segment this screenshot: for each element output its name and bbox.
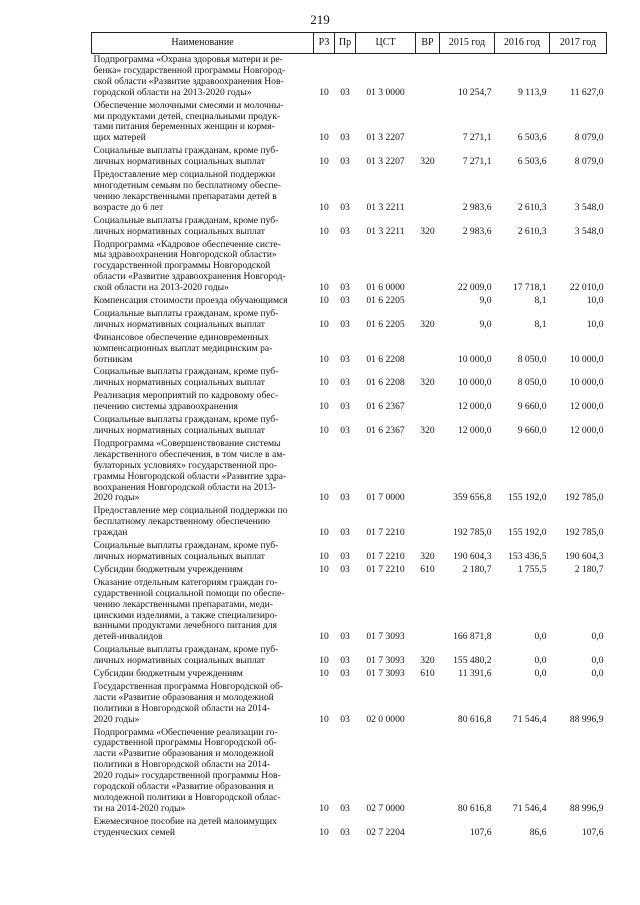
header-name: Наименование [92, 33, 314, 54]
cell-name-line: компенсационных выплат медицинским ра- [93, 342, 273, 354]
cell-name-line: возрасте до 6 лет [93, 201, 164, 213]
cell-name-line: области «Развитие здравоохранения Новгород- [93, 271, 286, 283]
cell-pr: 03 [340, 132, 350, 144]
cell-2015: 12 000,0 [457, 425, 492, 436]
cell-vr [416, 169, 440, 215]
cell-vr: 320 [420, 225, 435, 237]
cell-vr [416, 681, 440, 727]
cell-2015: 190 604,3 [453, 550, 492, 562]
cell-name [92, 414, 314, 438]
cell-name-line: Компенсация стоимости проезда обучающимся [93, 295, 288, 307]
cell-2017: 10 000,0 [569, 377, 604, 389]
cell-vr: 320 [420, 550, 435, 562]
cell-name-line: Социальные выплаты гражданам, кроме пуб- [93, 540, 279, 552]
cell-name [92, 169, 314, 215]
cell-name [92, 239, 314, 296]
cell-2017: 2 180,7 [574, 563, 604, 575]
cell-cst: 01 6 2367 [366, 425, 405, 436]
cell-name-line: Обеспечение молочными смесями и молочны- [93, 99, 284, 111]
cell-rz: 10 [319, 425, 329, 436]
cell-2017: 190 604,3 [565, 550, 604, 562]
cell-rz: 10 [319, 295, 329, 307]
cell-name-line: ласти «Развитие образования и молодежной [93, 691, 274, 703]
cell-name [92, 308, 314, 332]
table-row [92, 564, 607, 577]
cell-2016: 153 436,5 [508, 550, 547, 562]
cell-2015: 10 000,0 [457, 377, 492, 389]
cell-name-line: Ежемесячное пособие на детей малоимущих [93, 815, 277, 827]
cell-name-line: булаторных условиях» государственной про- [93, 459, 278, 471]
cell-2016: 8,1 [534, 318, 547, 330]
cell-vr [416, 577, 440, 644]
cell-2016: 8 050,0 [517, 353, 547, 365]
cell-2016: 1 755,5 [517, 563, 547, 575]
cell-vr [416, 239, 440, 296]
cell-2016: 8 050,0 [517, 377, 547, 389]
cell-vr [416, 390, 440, 414]
cell-2017: 107,6 [581, 826, 604, 838]
cell-vr [416, 438, 440, 505]
cell-rz: 10 [319, 401, 329, 413]
cell-2015: 2 983,6 [462, 201, 492, 213]
cell-2015: 2 983,6 [462, 225, 492, 237]
cell-name-line: бесплатному лекарственному обеспечению [93, 516, 271, 528]
cell-cst: 01 6 2367 [366, 401, 405, 413]
cell-name-line: городской области «Развитие образования и [93, 781, 274, 793]
cell-cst: 02 7 0000 [366, 802, 405, 814]
cell-name-line: государственной программы Новгородской [93, 260, 271, 272]
cell-2015: 359 656,8 [453, 492, 492, 504]
cell-vr: 320 [420, 425, 435, 436]
cell-2016: 9 660,0 [517, 401, 547, 413]
cell-2017: 3 548,0 [574, 201, 604, 213]
cell-2015: 11 391,6 [458, 668, 492, 680]
table-row [92, 727, 607, 816]
cell-pr: 03 [340, 527, 350, 539]
cell-name-line: лекарственного обеспечения, в том числе в ам- [93, 448, 286, 460]
cell-rz: 10 [319, 631, 329, 643]
cell-name-line: ти на 2014-2020 годы» [93, 802, 186, 814]
cell-vr [416, 727, 440, 816]
cell-cst: 01 3 0000 [366, 86, 405, 98]
cell-name-line: студенческих семей [93, 826, 175, 838]
cell-2015: 12 000,0 [457, 401, 492, 413]
cell-vr [416, 816, 440, 840]
cell-name [92, 727, 314, 816]
table-header-row [92, 33, 607, 54]
cell-cst: 01 6 0000 [366, 282, 405, 294]
cell-2017: 192 785,0 [565, 527, 604, 539]
cell-pr: 03 [340, 86, 350, 98]
cell-name-line: Предоставление мер социальной поддержки [93, 169, 276, 181]
cell-pr: 03 [340, 631, 350, 643]
cell-name [92, 668, 314, 681]
cell-2017: 88 996,9 [569, 713, 604, 725]
cell-rz: 10 [319, 713, 329, 725]
header-pr: Пр [335, 33, 356, 54]
cell-name-line: цинскими изделиями, а также специализиро- [93, 609, 278, 621]
cell-name-line: личных нормативных социальных выплат [93, 655, 265, 667]
cell-vr: 320 [420, 156, 435, 168]
cell-2016: 0,0 [534, 655, 547, 667]
cell-rz: 10 [319, 86, 329, 98]
cell-name-line: ской области на 2013-2020 годы» [93, 282, 229, 294]
cell-2016: 71 546,4 [512, 713, 547, 725]
cell-rz: 10 [319, 802, 329, 814]
cell-2017: 11 627,0 [570, 86, 604, 98]
cell-pr: 03 [340, 377, 350, 389]
cell-2017: 12 000,0 [569, 425, 604, 436]
cell-cst: 01 3 2207 [366, 156, 405, 168]
cell-name-line: 2020 годы» [93, 713, 140, 725]
cell-pr: 03 [340, 353, 350, 365]
table-row [92, 366, 607, 390]
cell-rz: 10 [319, 655, 329, 667]
cell-name-line: чению лекарственными препаратами детей в [93, 190, 277, 202]
header-cst: ЦСТ [356, 33, 416, 54]
cell-2015: 10 000,0 [457, 353, 492, 365]
cell-name [92, 564, 314, 577]
cell-2017: 0,0 [591, 631, 604, 643]
cell-pr: 03 [340, 318, 350, 330]
cell-vr: 610 [420, 668, 435, 680]
cell-name [92, 54, 314, 100]
cell-name-line: сударственной программы Новгородской об- [93, 737, 277, 749]
cell-vr: 320 [420, 377, 435, 389]
cell-pr: 03 [340, 492, 350, 504]
cell-vr [416, 54, 440, 100]
cell-name-line: граммы Новгородской области «Развитие здра- [93, 470, 287, 482]
cell-cst: 01 7 2210 [366, 563, 405, 575]
cell-cst: 01 6 2208 [366, 377, 405, 389]
cell-rz: 10 [319, 492, 329, 504]
cell-name-line: личных нормативных социальных выплат [93, 377, 265, 389]
cell-vr: 320 [420, 655, 435, 667]
cell-2015: 7 271,1 [462, 156, 492, 168]
cell-name-line: Социальные выплаты гражданам, кроме пуб- [93, 145, 279, 157]
cell-rz: 10 [319, 826, 329, 838]
cell-name-line: тами питания беременных женщин и кормя- [93, 121, 275, 133]
cell-name-line: многодетным семьям по бесплатному обеспе- [93, 179, 281, 191]
cell-2017: 8 079,0 [574, 156, 604, 168]
cell-cst: 01 3 2211 [366, 225, 405, 237]
header-vr: ВР [416, 33, 440, 54]
cell-name [92, 215, 314, 239]
cell-rz: 10 [319, 668, 329, 680]
table-row [92, 145, 607, 169]
cell-pr: 03 [340, 668, 350, 680]
cell-2015: 7 271,1 [462, 132, 492, 144]
cell-name-line: сударственной социальной помощи по обеспе- [93, 587, 285, 599]
cell-pr: 03 [340, 225, 350, 237]
cell-2017: 10 000,0 [569, 353, 604, 365]
cell-name-line: личных нормативных социальных выплат [93, 550, 265, 562]
cell-name-line: ботникам [93, 353, 133, 365]
cell-name-line: Субсидии бюджетным учреждениям [93, 668, 243, 680]
table-row [92, 414, 607, 438]
cell-name-line: Подпрограмма «Охрана здоровья матери и ре- [93, 54, 283, 65]
cell-2017: 10,0 [586, 318, 604, 330]
cell-name-line: печению системы здравоохранения [93, 401, 238, 413]
cell-rz: 10 [319, 550, 329, 562]
cell-2015: 155 480,2 [453, 655, 492, 667]
table-row [92, 681, 607, 727]
cell-rz: 10 [319, 225, 329, 237]
page-number: 219 [310, 12, 330, 27]
cell-name-line: городской области на 2013-2020 годы» [93, 86, 252, 98]
cell-name-line: Социальные выплаты гражданам, кроме пуб- [93, 414, 279, 426]
cell-pr: 03 [340, 802, 350, 814]
cell-cst: 01 6 2205 [366, 318, 405, 330]
cell-2017: 8 079,0 [574, 132, 604, 144]
cell-rz: 10 [319, 318, 329, 330]
cell-cst: 02 7 2204 [366, 826, 405, 838]
cell-2015: 166 871,8 [453, 631, 492, 643]
cell-2016: 9 660,0 [517, 425, 547, 436]
cell-pr: 03 [340, 563, 350, 575]
cell-rz: 10 [319, 156, 329, 168]
cell-name-line: политики в Новгородской области на 2014- [93, 759, 271, 771]
cell-pr: 03 [340, 713, 350, 725]
cell-2015: 107,6 [469, 826, 492, 838]
cell-2016: 6 503,6 [517, 132, 547, 144]
cell-name [92, 366, 314, 390]
header-2015: 2015 год [440, 33, 495, 54]
table-row [92, 540, 607, 564]
cell-cst: 01 6 2208 [366, 353, 405, 365]
budget-table [91, 32, 607, 840]
header-2016: 2016 год [495, 33, 550, 54]
table-row [92, 332, 607, 367]
cell-name-line: мы здравоохранения Новгородской области» [93, 249, 277, 261]
cell-name-line: Подпрограмма «Совершенствование системы [93, 437, 281, 449]
cell-2016: 17 718,1 [512, 282, 547, 294]
cell-2016: 9 113,9 [518, 86, 547, 98]
cell-name-line: граждан [93, 527, 128, 539]
cell-rz: 10 [319, 353, 329, 365]
cell-name [92, 577, 314, 644]
table-row [92, 100, 607, 146]
cell-2017: 10,0 [586, 295, 604, 307]
cell-name-line: воохранения Новгородской области на 2013- [93, 481, 276, 493]
cell-2017: 0,0 [591, 668, 604, 680]
cell-cst: 01 3 2207 [366, 132, 405, 144]
cell-cst: 01 7 3093 [366, 668, 405, 680]
cell-2016: 71 546,4 [512, 802, 547, 814]
cell-name [92, 100, 314, 146]
cell-name [92, 540, 314, 564]
cell-2016: 155 192,0 [508, 492, 547, 504]
table-row [92, 816, 607, 840]
cell-pr: 03 [340, 550, 350, 562]
header-rz: РЗ [314, 33, 335, 54]
cell-pr: 03 [340, 156, 350, 168]
cell-name [92, 295, 314, 308]
cell-name-line: личных нормативных социальных выплат [93, 425, 265, 436]
cell-2015: 22 009,0 [457, 282, 492, 294]
cell-2016: 2 610,3 [517, 201, 547, 213]
cell-rz: 10 [319, 282, 329, 294]
cell-pr: 03 [340, 401, 350, 413]
cell-cst: 01 3 2211 [366, 201, 405, 213]
cell-name-line: Подпрограмма «Обеспечение реализации го- [93, 726, 278, 738]
cell-2016: 155 192,0 [508, 527, 547, 539]
cell-name [92, 438, 314, 505]
cell-name [92, 332, 314, 367]
cell-2016: 8,1 [534, 295, 547, 307]
cell-cst: 01 7 3093 [366, 655, 405, 667]
cell-name-line: политики в Новгородской области на 2014- [93, 702, 271, 714]
table-row [92, 668, 607, 681]
cell-name-line: Реализация мероприятий по кадровому обес- [93, 390, 279, 402]
cell-vr [416, 295, 440, 308]
cell-cst: 01 7 0000 [366, 492, 405, 504]
cell-2016: 0,0 [534, 668, 547, 680]
cell-2016: 6 503,6 [517, 156, 547, 168]
cell-name-line: бенка» государственной программы Новгород- [93, 64, 286, 76]
table-row [92, 54, 607, 100]
cell-name-line: ванными продуктами лечебного питания для [93, 620, 277, 632]
cell-2015: 192 785,0 [453, 527, 492, 539]
cell-name [92, 681, 314, 727]
cell-name-line: Оказание отдельным категориям граждан го- [93, 576, 278, 588]
cell-name-line: чению лекарственными препаратами, меди- [93, 598, 273, 610]
cell-name-line: Финансовое обеспечение единовременных [93, 331, 269, 343]
cell-pr: 03 [340, 655, 350, 667]
cell-name [92, 816, 314, 840]
cell-pr: 03 [340, 826, 350, 838]
cell-name-line: Социальные выплаты гражданам, кроме пуб- [93, 214, 279, 226]
cell-2015: 80 616,8 [457, 713, 492, 725]
cell-2015: 9,0 [479, 295, 492, 307]
cell-2015: 2 180,7 [462, 563, 492, 575]
cell-2017: 12 000,0 [569, 401, 604, 413]
cell-2015: 9,0 [479, 318, 492, 330]
cell-2017: 3 548,0 [574, 225, 604, 237]
cell-name-line: ми продуктами детей, специальными продук- [93, 110, 281, 122]
cell-vr [416, 100, 440, 146]
table-row [92, 438, 607, 505]
cell-2017: 192 785,0 [565, 492, 604, 504]
cell-pr: 03 [340, 425, 350, 436]
cell-name-line: Социальные выплаты гражданам, кроме пуб- [93, 307, 279, 319]
cell-2015: 10 254,7 [457, 86, 492, 98]
cell-cst: 01 7 3093 [366, 631, 405, 643]
cell-name-line: ской области «Развитие здравоохранения Нов- [93, 75, 284, 87]
cell-name [92, 644, 314, 668]
cell-2016: 2 610,3 [517, 225, 547, 237]
cell-name-line: молодежной политики в Новгородской облас- [93, 792, 281, 803]
table-row [92, 308, 607, 332]
table-row [92, 644, 607, 668]
cell-vr: 610 [420, 563, 435, 575]
cell-cst: 01 6 2205 [366, 295, 405, 307]
cell-rz: 10 [319, 527, 329, 539]
cell-2017: 88 996,9 [569, 802, 604, 814]
cell-vr: 320 [420, 318, 435, 330]
cell-name-line: Предоставление мер социальной поддержки по [93, 505, 288, 517]
header-2017: 2017 год [550, 33, 607, 54]
cell-name-line: Подпрограмма «Кадровое обеспечение систе- [93, 238, 281, 250]
cell-name-line: личных нормативных социальных выплат [93, 318, 265, 330]
cell-name-line: Субсидии бюджетным учреждениям [93, 563, 243, 575]
cell-name-line: Государственная программа Новгородской об- [93, 680, 284, 692]
table-row [92, 169, 607, 215]
cell-vr [416, 332, 440, 367]
cell-2016: 0,0 [534, 631, 547, 643]
table-row [92, 577, 607, 644]
cell-name [92, 145, 314, 169]
table-row [92, 295, 607, 308]
table-body [92, 54, 607, 840]
cell-pr: 03 [340, 201, 350, 213]
cell-name-line: личных нормативных социальных выплат [93, 156, 265, 168]
cell-name-line: ласти «Развитие образования и молодежной [93, 748, 274, 760]
table-row [92, 505, 607, 540]
cell-cst: 01 7 2210 [366, 527, 405, 539]
cell-name [92, 505, 314, 540]
cell-2017: 0,0 [591, 655, 604, 667]
cell-2017: 22 010,0 [569, 282, 604, 294]
cell-vr [416, 505, 440, 540]
cell-cst: 02 0 0000 [366, 713, 405, 725]
cell-rz: 10 [319, 377, 329, 389]
cell-name-line: личных нормативных социальных выплат [93, 225, 265, 237]
cell-pr: 03 [340, 282, 350, 294]
cell-name-line: 2020 годы» [93, 492, 140, 504]
cell-cst: 01 7 2210 [366, 550, 405, 562]
cell-name-line: Социальные выплаты гражданам, кроме пуб- [93, 644, 279, 656]
cell-name-line: Социальные выплаты гражданам, кроме пуб- [93, 366, 279, 378]
cell-name-line: щих матерей [93, 132, 146, 144]
cell-rz: 10 [319, 201, 329, 213]
cell-pr: 03 [340, 295, 350, 307]
cell-name [92, 390, 314, 414]
cell-2015: 80 616,8 [457, 802, 492, 814]
cell-name-line: детей-инвалидов [93, 631, 163, 643]
cell-rz: 10 [319, 132, 329, 144]
table-row [92, 215, 607, 239]
cell-rz: 10 [319, 563, 329, 575]
cell-name-line: 2020 годы» государственной программы Нов- [93, 770, 281, 782]
table-row [92, 239, 607, 296]
table-row [92, 390, 607, 414]
cell-2016: 86,6 [529, 826, 547, 838]
